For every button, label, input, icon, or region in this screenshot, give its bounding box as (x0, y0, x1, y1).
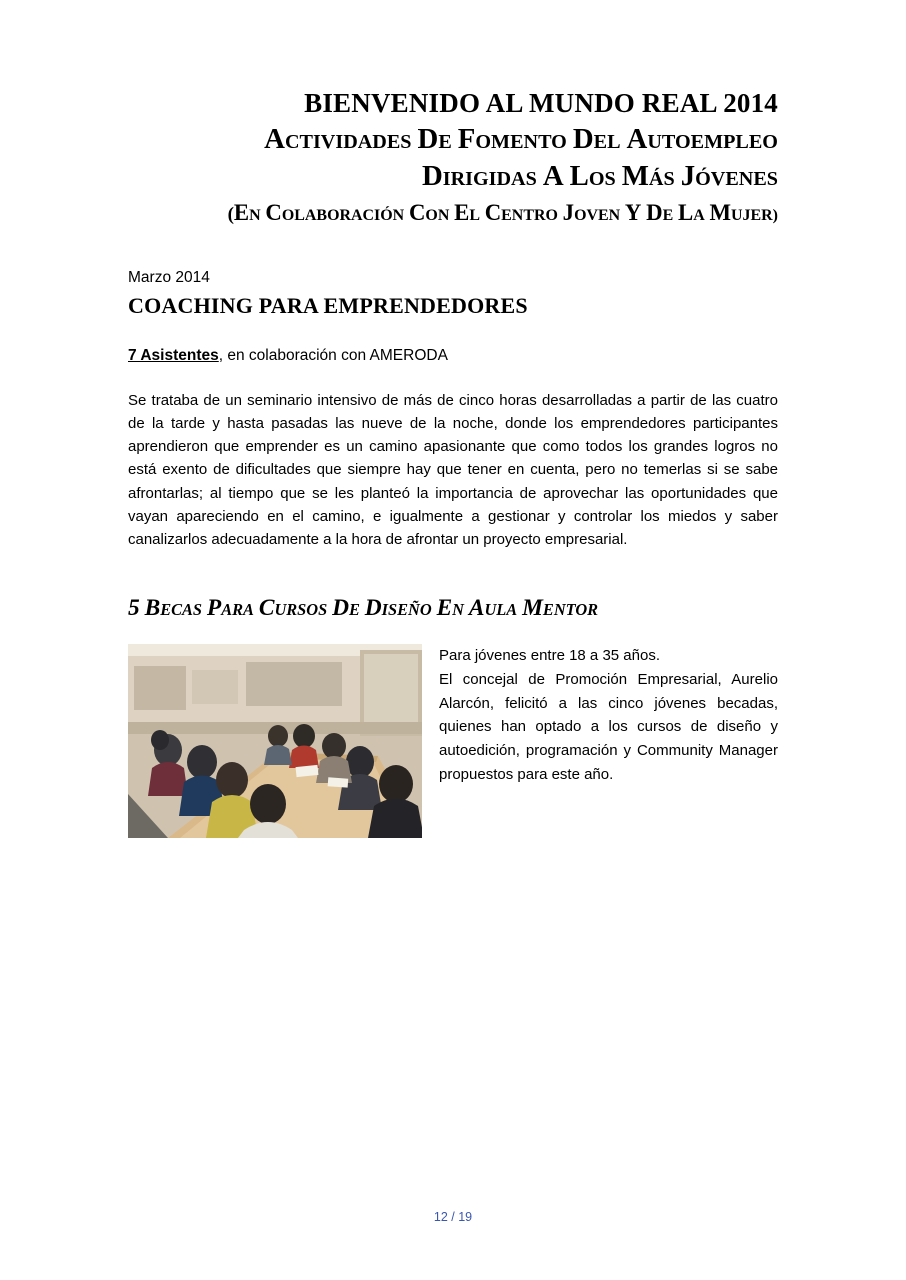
attendees-count: 7 Asistentes (128, 346, 219, 364)
page-content (128, 0, 778, 838)
body-paragraph: Se trataba de un seminario intensivo de más de cinco horas desarrolladas a partir de las cuatro de la tarde y hasta pasadas las nueve de la noche, donde los emprendedores participantes aprendieron que emprender es un camino apasionante que como todos los grandes logros no está exento de dificultades que siempre hay que tener en cuenta, pero no temerlas si se sabe afrontarlas; al tiempo que se les planteó la importancia de aprovechar las oportunidades que vayan apareciendo en el camino, e igualmente a gestionar y controlar los miedos y saber canalizarlos adecuadamente a la hora de afrontar un proyecto empresarial. (128, 391, 778, 549)
attendees-line (128, 346, 778, 367)
photo-and-caption-row (128, 644, 778, 838)
attendees-rest: , en colaboración con AMERODA (218, 346, 448, 364)
photo-caption-line-1: Para jóvenes entre 18 a 35 años. (439, 647, 660, 665)
photo-caption-line-2: El concejal de Promoción Empresarial, Aurelio Alarcón, felicitó a las cinco jóvenes becadas, quienes han optado a los cursos de diseño y autoedición, programación y Community Manager propuestos para este año. (439, 671, 778, 783)
title-line-2: ACTIVIDADES DE FOMENTO DEL AUTOEMPLEO (264, 122, 778, 155)
document-title-block (128, 0, 778, 228)
document-date: Marzo 2014 (128, 268, 210, 286)
title-line-3: DIRIGIDAS A LOS MÁS JÓVENES (421, 159, 778, 192)
page-footer: 12 / 19 (433, 1210, 473, 1224)
photo-caption (439, 644, 778, 786)
section-heading: COACHING PARA EMPRENDEDORES (128, 292, 528, 318)
sub-heading: 5 BECAS PARA CURSOS DE DISEÑO EN AULA MENTOR (128, 595, 599, 622)
meeting-room-photo (128, 644, 422, 838)
title-line-4: (EN COLABORACIÓN CON EL CENTRO JOVEN Y DE LA MUJER) (227, 199, 778, 225)
title-line-1: BIENVENIDO AL MUNDO REAL 2014 (304, 88, 778, 118)
